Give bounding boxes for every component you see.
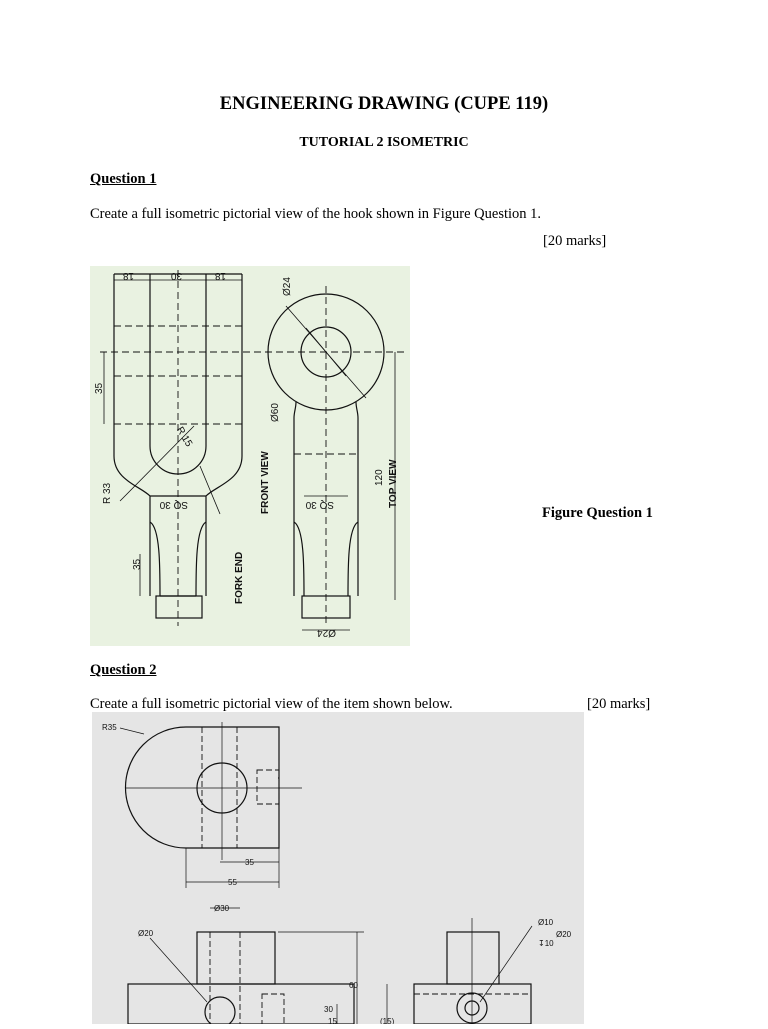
label-dim-120: 120 [374,469,385,486]
label-dim-35-upper: 35 [94,382,105,394]
label-dia-30: Ø30 [214,904,230,913]
label-dim-60: 60 [349,981,358,990]
figure-question-1 [90,266,410,646]
label-dia-10: Ø10 [538,918,554,927]
label-dim-15-ref: (15) [380,1017,395,1024]
question-2-text: Create a full isometric pictorial view of the item shown below. [90,696,453,712]
label-dia-24-bottom: Ø24 [317,627,336,638]
label-fork-end: FORK END [234,551,245,604]
figure-question-2 [92,712,584,1024]
label-dia-20: Ø20 [138,929,154,938]
label-radius-33: R 33 [102,482,113,504]
label-dim-35: 35 [245,858,254,867]
label-top-view: TOP VIEW [388,459,399,508]
label-sq-30-front: SQ 30 [159,499,188,510]
document-subtitle: TUTORIAL 2 ISOMETRIC [299,135,469,150]
label-counterbore-20: Ø20 [556,930,572,939]
label-dim-30: 30 [324,1005,333,1014]
question-1-text: Create a full isometric pictorial view of the hook shown in Figure Question 1. [90,206,542,222]
figure-question-1-caption: Figure Question 1 [542,505,653,521]
question-2-heading: Question 2 [90,662,157,678]
label-front-view: FRONT VIEW [260,451,271,514]
question-1-heading: Question 1 [90,171,157,187]
label-depth-10: ↧10 [538,939,554,948]
label-radius-15: R 15 [173,425,195,449]
label-dia-60: Ø60 [270,403,281,422]
label-dim-15: 15 [328,1017,337,1024]
hook-drawing [90,266,410,646]
question-2-marks: [20 marks] [587,696,651,712]
question-1-marks: [20 marks] [543,233,607,249]
label-dim-35-lower: 35 [132,558,143,570]
label-sq-30-top: SQ 30 [305,499,334,510]
label-dim-55: 55 [228,878,237,887]
label-dia-24-top: Ø24 [282,277,293,296]
block-drawing [92,712,584,1024]
label-dim-18-left: 18 [122,270,134,281]
label-dim-18-right: 18 [214,270,226,281]
label-r35: R35 [102,723,117,732]
label-dim-30-top: 30 [170,270,182,281]
document-title: ENGINEERING DRAWING (CUPE 119) [219,94,549,114]
